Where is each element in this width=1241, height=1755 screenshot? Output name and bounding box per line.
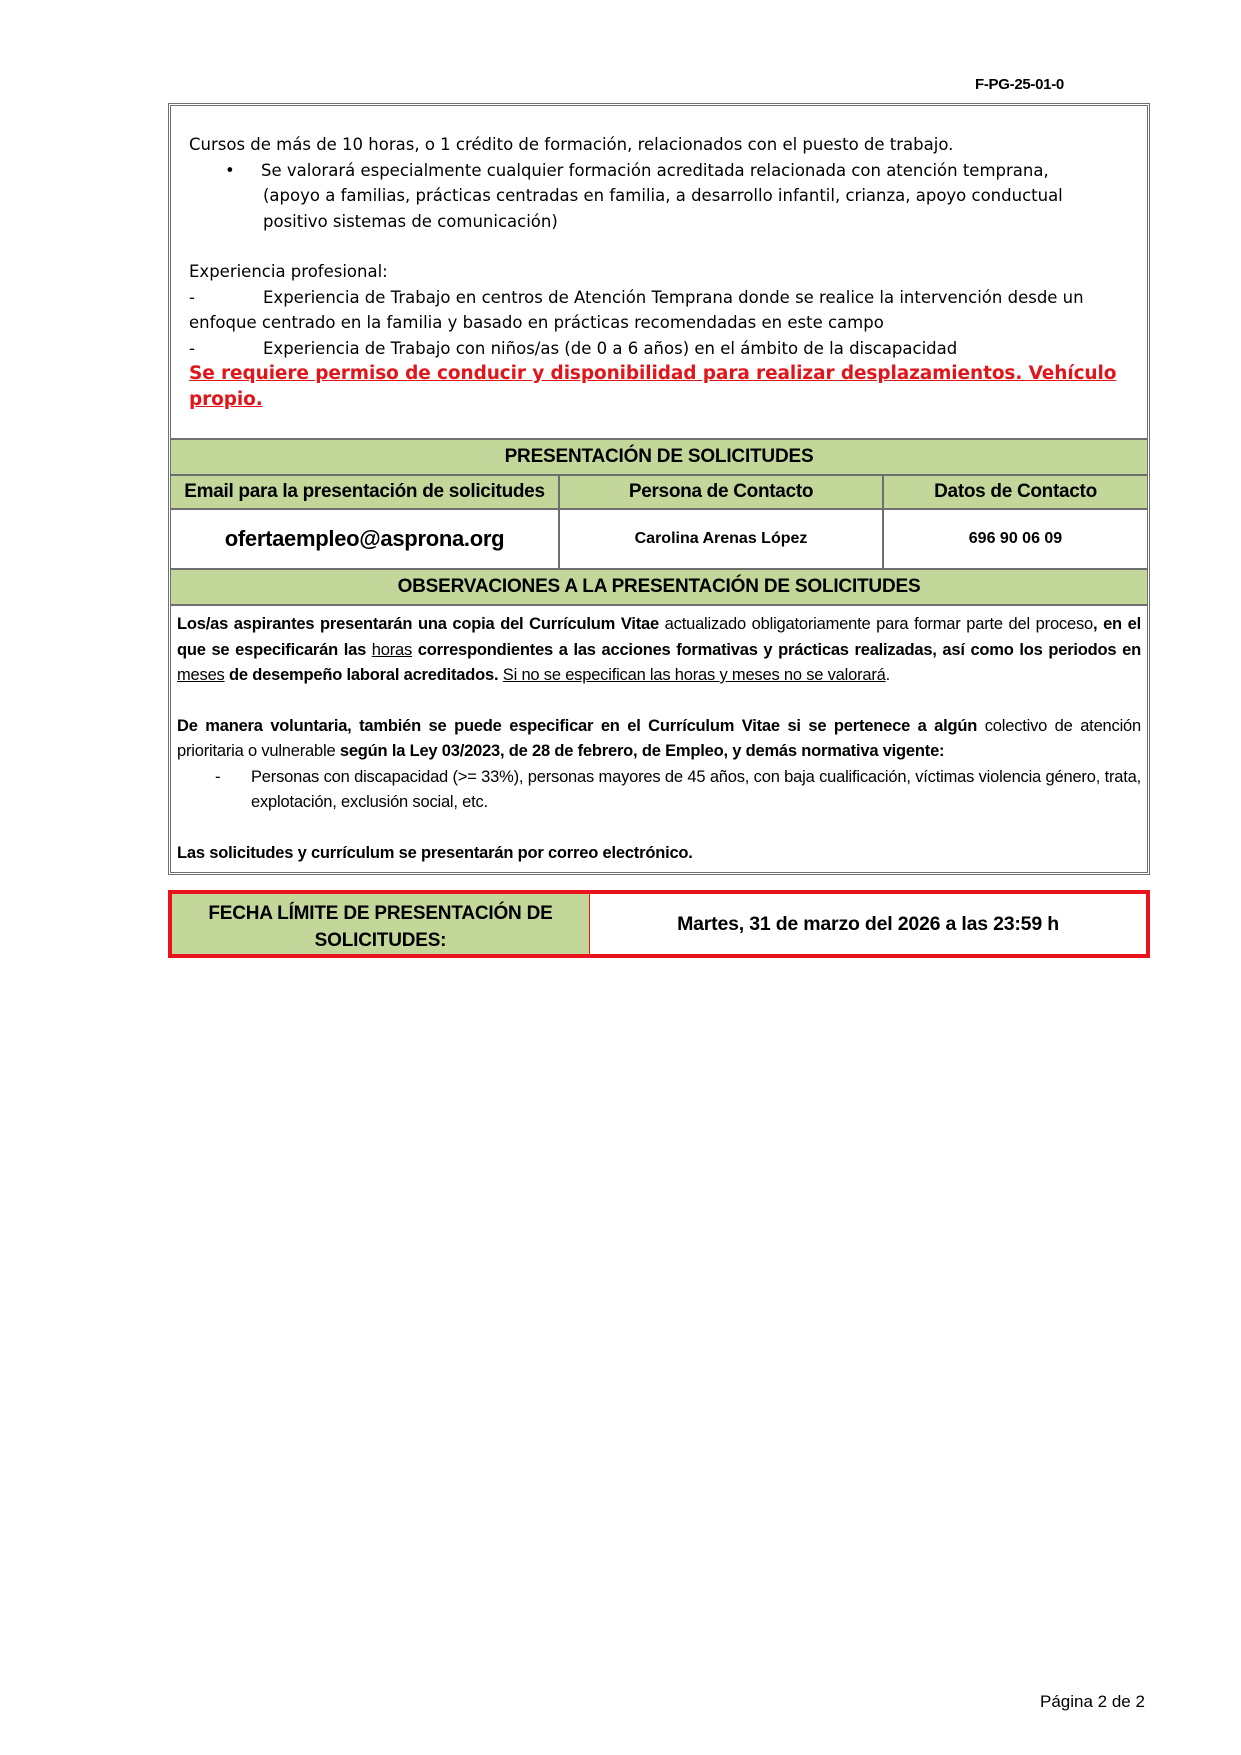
column-person-header: Persona de Contacto <box>558 476 882 508</box>
observations-paragraph-1: Los/as aspirantes presentarán una copia del Currículum Vitae actualizado obligatoriamente para formar parte del proceso, en el que se especificarán las horas correspondientes a las acciones formativas y prácticas realizadas, así como los periodos en meses de desempeño laboral acreditados. Si no se especifican las horas y meses no se valorará. <box>177 615 1141 684</box>
deadline-value: Martes, 31 de marzo del 2026 a las 23:59 h <box>677 913 1059 935</box>
submission-email[interactable]: ofertaempleo@asprona.org <box>224 526 505 551</box>
observations-paragraph-3: Las solicitudes y currículum se presentarán por correo electrónico. <box>177 843 693 862</box>
deadline-box <box>168 890 1150 958</box>
dash-marker: - <box>189 338 195 358</box>
contact-phone: 696 90 06 09 <box>882 510 1147 568</box>
observations-paragraph-2: De manera voluntaria, también se puede especificar en el Currículum Vitae si se pertenece a algún colectivo de atención prioritaria o vulnerable según la Ley 03/2023, de 28 de febrero, de Empleo, y demás normativa vigente: <box>177 716 1141 760</box>
bullet-text-line2: (apoyo a familias, prácticas centradas en familia, a desarrollo infantil, crianza, apoyo conductual <box>263 186 1063 205</box>
bullet-icon: • <box>225 160 235 180</box>
bullet-text-line1: Se valorará especialmente cualquier formación acreditada relacionada con atención temprana, <box>261 160 1049 180</box>
dash-marker: - <box>215 767 221 786</box>
page-number: Página 2 de 2 <box>1040 1692 1145 1711</box>
document-code: F-PG-25-01-0 <box>975 76 1064 93</box>
submission-header-row <box>171 474 1147 508</box>
column-email-header: Email para la presentación de solicitudes <box>184 481 545 502</box>
bullet-text-line3: positivo sistemas de comunicación) <box>263 211 558 231</box>
experience-item-1 <box>189 285 1129 311</box>
training-bullet <box>189 158 1129 184</box>
job-offer-table <box>168 103 1150 875</box>
contact-person: Carolina Arenas López <box>558 510 882 568</box>
observations-body <box>171 604 1147 872</box>
courses-text: Cursos de más de 10 horas, o 1 crédito de formación, relacionados con el puesto de trabajo. <box>189 135 954 154</box>
submission-section-title: PRESENTACIÓN DE SOLICITUDES <box>171 438 1147 474</box>
experience-item-2 <box>189 336 1129 362</box>
experience-item-1-line2: enfoque centrado en la familia y basado en prácticas recomendadas en este campo <box>189 313 884 332</box>
vulnerable-groups-text: Personas con discapacidad (>= 33%), personas mayores de 45 años, con baja cualificación, víctimas violencia género, trata, explotación, exclusión social, etc. <box>251 767 1141 811</box>
deadline-label: FECHA LÍMITE DE PRESENTACIÓN DE SOLICITUDES: <box>172 894 590 954</box>
dash-marker: - <box>189 287 195 307</box>
experience-item-2-text: Experiencia de Trabajo con niños/as (de 0 a 6 años) en el ámbito de la discapacidad <box>263 338 958 358</box>
submission-values-row <box>171 508 1147 568</box>
requirements-section <box>171 106 1147 438</box>
driving-license-warning: Se requiere permiso de conducir y disponibilidad para realizar desplazamientos. Vehículo propio. <box>189 363 1117 410</box>
vulnerable-groups-item <box>177 765 1141 816</box>
experience-title: Experiencia profesional: <box>189 262 388 281</box>
column-contact-header: Datos de Contacto <box>882 476 1147 508</box>
experience-item-1-line1: Experiencia de Trabajo en centros de Atención Temprana donde se realice la intervención desde un <box>263 287 1084 307</box>
observations-section-title: OBSERVACIONES A LA PRESENTACIÓN DE SOLICITUDES <box>171 568 1147 604</box>
